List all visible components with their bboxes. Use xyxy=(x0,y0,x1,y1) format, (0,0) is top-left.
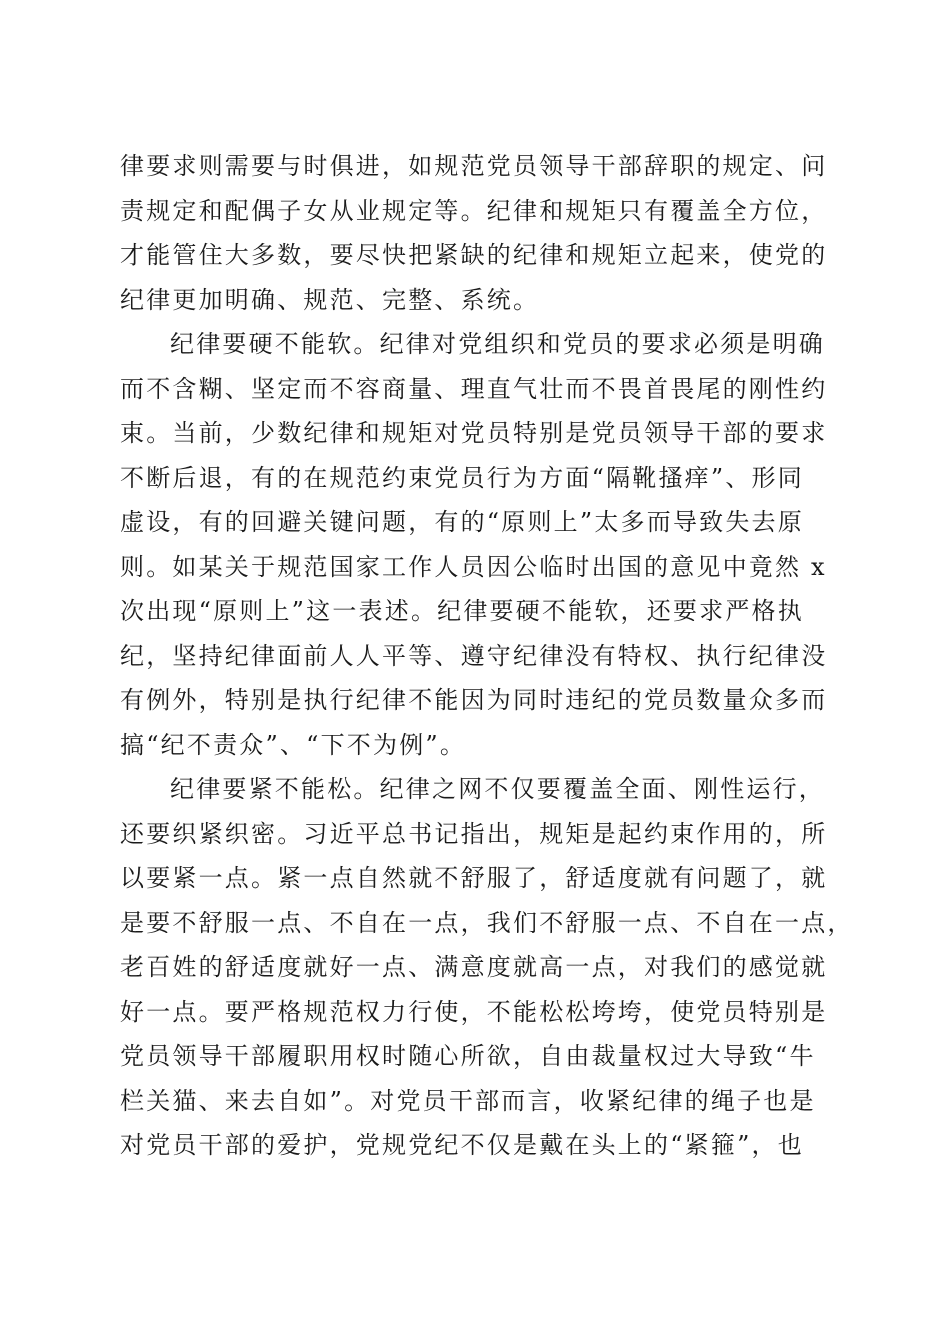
paragraph-start-line: 纪律要紧不能松。纪律之网不仅要覆盖全面、刚性运行， xyxy=(170,775,825,803)
text-line: 对党员干部的爱护，党规党纪不仅是戴在头上的“紧箍”，也 xyxy=(120,1131,804,1159)
text-line: 则。如某关于规范国家工作人员因公临时出国的意见中竟然 x xyxy=(120,552,827,581)
paragraph-start-line: 纪律要硬不能软。纪律对党组织和党员的要求必须是明确 xyxy=(170,330,825,358)
text-line: 次出现“原则上”这一表述。纪律要硬不能软，还要求严格执 xyxy=(120,597,804,625)
text-line: 纪，坚持纪律面前人人平等、遵守纪律没有特权、执行纪律没 xyxy=(120,641,828,670)
text-line: 有例外，特别是执行纪律不能因为同时违纪的党员数量众多而 xyxy=(120,686,828,714)
text-line: 束。当前，少数纪律和规矩对党员特别是党员领导干部的要求 xyxy=(120,419,828,447)
text-line: 不断后退，有的在规范约束党员行为方面“隔靴搔痒”、形同 xyxy=(120,463,804,492)
text-line: 还要织紧织密。习近平总书记指出，规矩是起约束作用的，所 xyxy=(120,819,828,848)
text-line: 栏关猫、来去自如”。对党员干部而言，收紧纪律的绳子也是 xyxy=(120,1086,816,1115)
text-line: 才能管住大多数，要尽快把紧缺的纪律和规矩立起来，使党的 xyxy=(120,241,828,269)
body-text xyxy=(120,144,854,1168)
text-line: 而不含糊、坚定而不容商量、理直气壮而不畏首畏尾的刚性约 xyxy=(120,374,828,403)
text-line: 好一点。要严格规范权力行使，不能松松垮垮，使党员特别是 xyxy=(120,997,828,1026)
text-line: 虚设，有的回避关键问题，有的“原则上”太多而导致失去原 xyxy=(120,508,804,536)
text-line: 责规定和配偶子女从业规定等。纪律和规矩只有覆盖全方位， xyxy=(120,196,828,225)
text-line: 是要不舒服一点、不自在一点，我们不舒服一点、不自在一点， xyxy=(120,908,854,937)
text-line: 党员领导干部履职用权时随心所欲，自由裁量权过大导致“牛 xyxy=(120,1042,816,1070)
text-line: 以要紧一点。紧一点自然就不舒服了，舒适度就有问题了，就 xyxy=(120,864,828,892)
text-line: 律要求则需要与时俱进，如规范党员领导干部辞职的规定、问 xyxy=(120,152,828,180)
text-line: 老百姓的舒适度就好一点、满意度就高一点，对我们的感觉就 xyxy=(120,953,828,981)
text-line: 纪律更加明确、规范、完整、系统。 xyxy=(120,285,540,314)
text-line: 搞“纪不责众”、“下不为例”。 xyxy=(120,730,467,759)
